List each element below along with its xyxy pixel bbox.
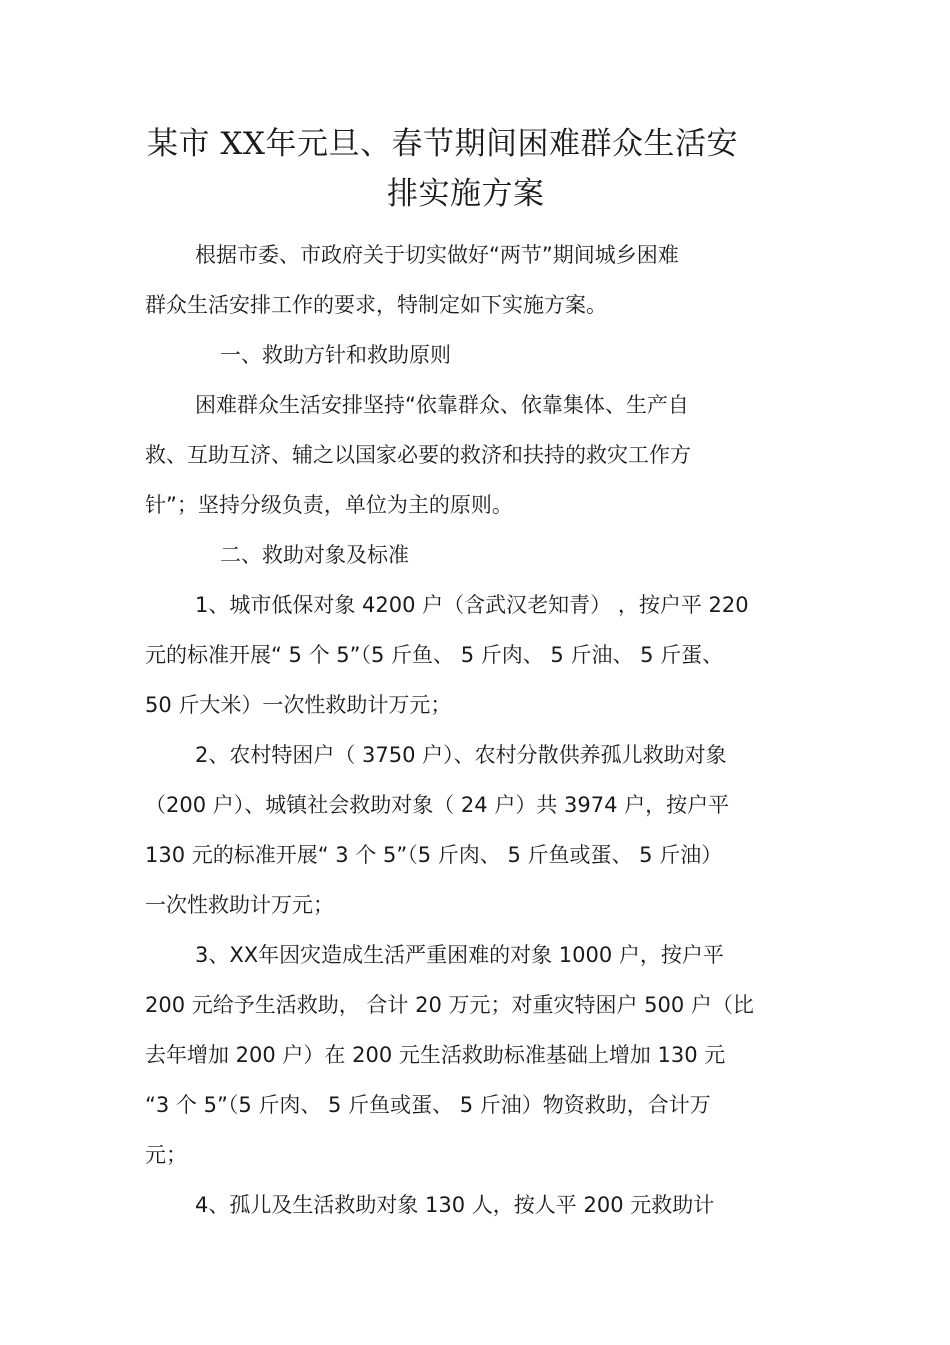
- paragraph-line: 130 元的标准开展“ 3 个 5”（5 斤肉、 5 斤鱼或蛋、 5 斤油）: [145, 843, 723, 867]
- section-heading: 二、救助对象及标准: [220, 543, 409, 567]
- paragraph-line: 根据市委、市政府关于切实做好“两节”期间城乡困难: [195, 243, 679, 267]
- paragraph-line: 2、农村特困户（ 3750 户）、农村分散供养孤儿救助对象: [195, 743, 727, 767]
- paragraph-line: 200 元给予生活救助， 合计 20 万元；对重灾特困户 500 户（比: [145, 993, 754, 1017]
- paragraph-line: 群众生活安排工作的要求，特制定如下实施方案。: [145, 293, 607, 317]
- paragraph-line: 困难群众生活安排坚持“依靠群众、依靠集体、生产自: [195, 393, 689, 417]
- paragraph-line: 元；: [145, 1143, 187, 1167]
- paragraph-line: 元的标准开展“ 5 个 5”（5 斤鱼、 5 斤肉、 5 斤油、 5 斤蛋、: [145, 643, 724, 667]
- paragraph-line: 救、互助互济、辅之以国家必要的救济和扶持的救灾工作方: [145, 443, 691, 467]
- paragraph-line: “3 个 5”（5 斤肉、 5 斤鱼或蛋、 5 斤油）物资救助，合计万: [145, 1093, 711, 1117]
- paragraph-line: 针”；坚持分级负责，单位为主的原则。: [145, 493, 513, 517]
- section-heading: 一、救助方针和救助原则: [220, 343, 451, 367]
- paragraph-line: 50 斤大米）一次性救助计万元；: [145, 693, 452, 717]
- paragraph-line: 去年增加 200 户）在 200 元生活救助标准基础上增加 130 元: [145, 1043, 726, 1067]
- paragraph-line: 3、XX年因灾造成生活严重困难的对象 1000 户，按户平: [195, 943, 724, 967]
- paragraph-line: 4、孤儿及生活救助对象 130 人，按人平 200 元救助计: [195, 1193, 715, 1217]
- paragraph-line: 1、城市低保对象 4200 户（含武汉老知青） ，按户平 220: [195, 593, 749, 617]
- document-title-line-2: 排实施方案: [387, 176, 545, 212]
- document-title-line-1: 某市 XX年元旦、春节期间困难群众生活安: [147, 126, 738, 162]
- paragraph-line: 一次性救助计万元；: [145, 893, 334, 917]
- paragraph-line: （200 户）、城镇社会救助对象（ 24 户）共 3974 户，按户平: [145, 793, 730, 817]
